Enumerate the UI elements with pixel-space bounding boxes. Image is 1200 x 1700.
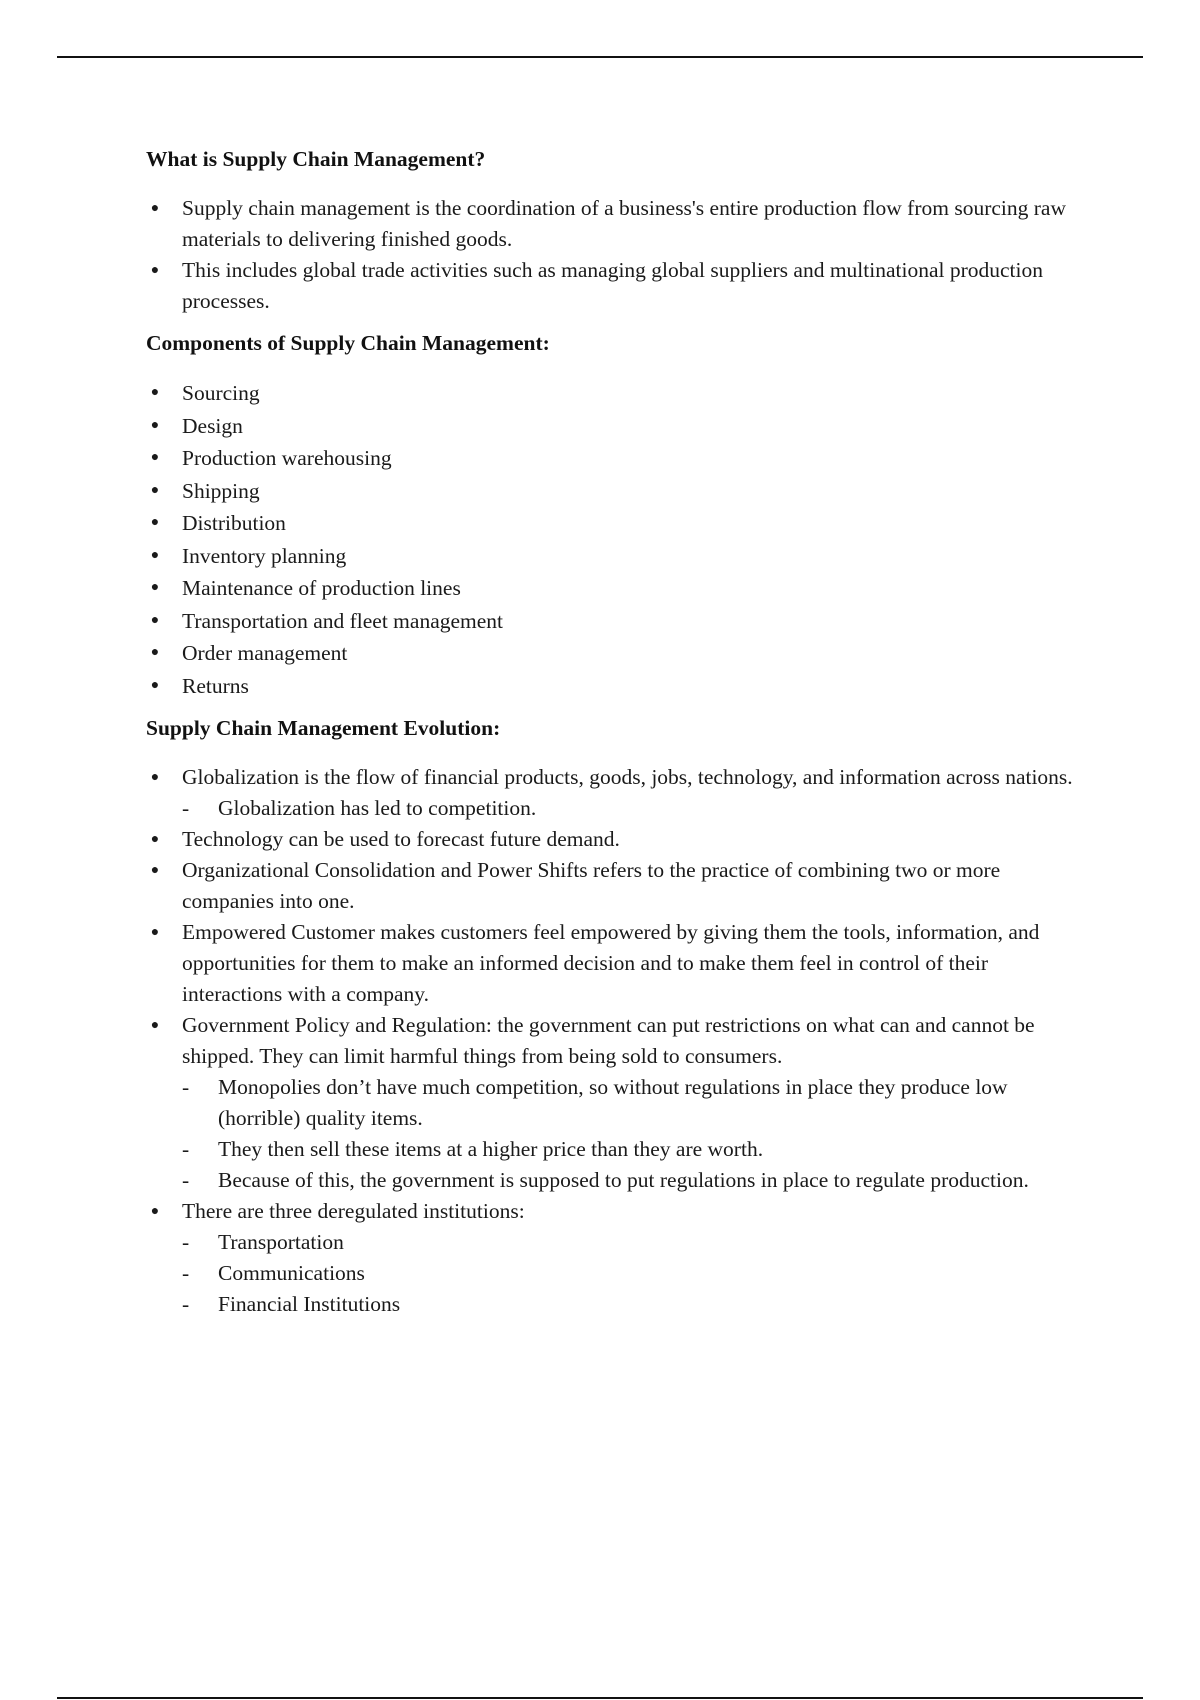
list-item xyxy=(146,572,1086,605)
sub-list-item xyxy=(182,1258,1086,1289)
list-item-text: Globalization is the flow of financial products, goods, jobs, technology, and information across nations. xyxy=(182,765,1073,789)
dash-icon: - xyxy=(182,796,190,820)
list-item-text: Transportation and fleet management xyxy=(182,608,504,633)
sub-list-item-text: They then sell these items at a higher price than they are worth. xyxy=(218,1137,764,1161)
bottom-divider xyxy=(57,1697,1143,1699)
section-heading: Components of Supply Chain Management: xyxy=(146,331,550,355)
sub-list xyxy=(182,1227,1086,1320)
list-item xyxy=(146,193,1086,255)
list-item xyxy=(146,855,1086,917)
bullet-icon: ● xyxy=(150,925,160,940)
list-item-text: Production warehousing xyxy=(182,446,392,470)
sub-list-item xyxy=(182,1165,1086,1196)
list-item-text: This includes global trade activities such as managing global suppliers and multinational production processes. xyxy=(182,258,1044,313)
list-item-text: Order management xyxy=(182,641,348,665)
bullet-list xyxy=(146,377,1086,702)
dash-icon: - xyxy=(182,1137,190,1161)
bullet-icon: ● xyxy=(150,515,160,530)
list-item xyxy=(146,377,1086,410)
list-item xyxy=(146,762,1086,824)
section-what-is-scm xyxy=(146,144,1086,317)
bullet-list xyxy=(146,193,1086,317)
list-item xyxy=(146,637,1086,670)
list-item-text: Design xyxy=(182,413,243,438)
list-item xyxy=(146,475,1086,508)
list-item xyxy=(146,824,1086,855)
bullet-icon: ● xyxy=(150,580,160,595)
sub-list-item-text: Because of this, the government is supposed to put regulations in place to regulate production. xyxy=(218,1168,1029,1192)
list-item xyxy=(146,540,1086,573)
sub-list-item-text: Monopolies don’t have much competition, so without regulations in place they produce low (horrible) quality items. xyxy=(218,1075,1008,1130)
list-item-text: Empowered Customer makes customers feel empowered by giving them the tools, information, and opportunities for them to make an informed decision and to make them feel in control of their interactions with a company. xyxy=(182,920,1040,1006)
dash-icon: - xyxy=(182,1168,190,1192)
sub-list-item-text: Globalization has led to competition. xyxy=(218,796,537,820)
section-heading: Supply Chain Management Evolution: xyxy=(146,716,501,740)
list-item xyxy=(146,605,1086,638)
sub-list-item xyxy=(182,1072,1086,1134)
list-item-text: Inventory planning xyxy=(182,543,347,568)
list-item xyxy=(146,1010,1086,1196)
bullet-icon: ● xyxy=(150,201,160,216)
document-body xyxy=(146,144,1086,1331)
list-item xyxy=(146,410,1086,443)
list-item-text: Supply chain management is the coordination of a business's entire production flow from sourcing raw materials to delivering finished goods. xyxy=(182,196,1066,251)
bullet-icon: ● xyxy=(150,1018,160,1033)
section-evolution xyxy=(146,713,1086,1320)
list-item xyxy=(146,917,1086,1010)
sub-list xyxy=(182,793,1086,824)
list-item-text: Technology can be used to forecast future demand. xyxy=(182,827,620,851)
sub-list-item-text: Financial Institutions xyxy=(218,1292,401,1316)
list-item xyxy=(146,670,1086,703)
bullet-icon: ● xyxy=(150,547,160,563)
list-item-text: Distribution xyxy=(182,511,286,535)
bullet-icon: ● xyxy=(150,645,160,660)
dash-icon: - xyxy=(182,1230,190,1254)
list-item-text: Shipping xyxy=(182,478,260,503)
sub-list-item xyxy=(182,1227,1086,1258)
sub-list xyxy=(182,1072,1086,1196)
bullet-icon: ● xyxy=(150,450,160,465)
list-item xyxy=(146,442,1086,475)
bullet-icon: ● xyxy=(150,677,160,693)
bullet-list xyxy=(146,762,1086,1320)
bullet-icon: ● xyxy=(150,832,160,847)
bullet-icon: ● xyxy=(150,1204,160,1219)
top-divider xyxy=(57,56,1143,58)
list-item-text: Organizational Consolidation and Power Shifts refers to the practice of combining two or more companies into one. xyxy=(182,858,1001,913)
bullet-icon: ● xyxy=(150,417,160,433)
sub-list-item xyxy=(182,1134,1086,1165)
list-item-text: There are three deregulated institutions: xyxy=(182,1199,525,1223)
list-item-text: Sourcing xyxy=(182,381,260,405)
dash-icon: - xyxy=(182,1292,190,1316)
sub-list-item xyxy=(182,793,1086,824)
list-item-text: Returns xyxy=(182,673,249,698)
list-item xyxy=(146,1196,1086,1320)
section-heading: What is Supply Chain Management? xyxy=(146,147,486,171)
bullet-icon: ● xyxy=(150,385,160,400)
list-item-text: Government Policy and Regulation: the government can put restrictions on what can and cannot be shipped. They can limit harmful things from being sold to consumers. xyxy=(182,1013,1035,1068)
section-components xyxy=(146,328,1086,702)
sub-list-item xyxy=(182,1289,1086,1320)
sub-list-item-text: Transportation xyxy=(218,1230,344,1254)
dash-icon: - xyxy=(182,1261,190,1285)
sub-list-item-text: Communications xyxy=(218,1261,365,1285)
bullet-icon: ● xyxy=(150,863,160,878)
list-item-text: Maintenance of production lines xyxy=(182,576,461,600)
dash-icon: - xyxy=(182,1075,190,1099)
list-item xyxy=(146,507,1086,540)
bullet-icon: ● xyxy=(150,612,160,628)
bullet-icon: ● xyxy=(150,770,160,785)
list-item xyxy=(146,255,1086,317)
bullet-icon: ● xyxy=(150,482,160,498)
bullet-icon: ● xyxy=(150,263,160,278)
